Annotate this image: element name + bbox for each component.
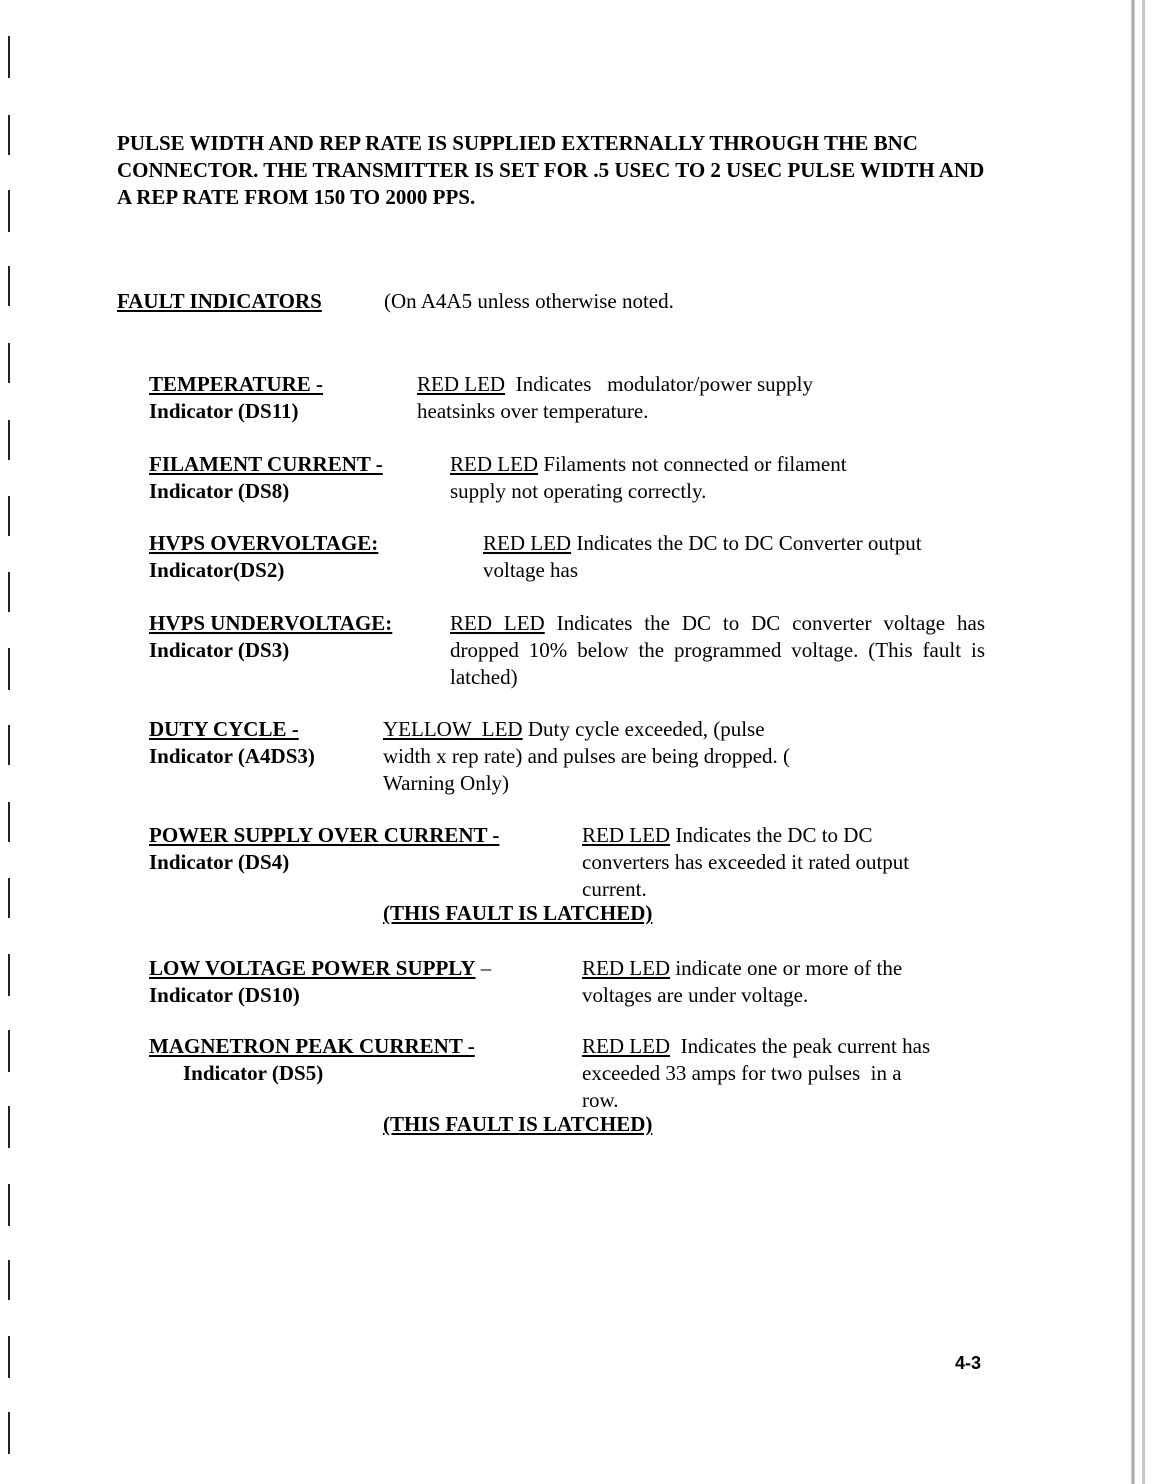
fault-text: Indicates modulator/power supply heatsinks over temperature. bbox=[417, 372, 819, 423]
fault-indicator: Indicator(DS2) bbox=[149, 558, 285, 582]
led-label: RED LED bbox=[483, 531, 572, 555]
fault-text: indicate one or more of the voltages are under voltage. bbox=[582, 956, 908, 1007]
fault-temperature-label bbox=[149, 371, 323, 425]
section-note: (On A4A5 unless otherwise noted. bbox=[384, 289, 674, 313]
binding-mark bbox=[8, 725, 16, 765]
fault-hvps-undervoltage-description bbox=[450, 610, 985, 691]
fault-indicator: Indicator (A4DS3) bbox=[149, 744, 315, 768]
fault-filament-current-label bbox=[149, 451, 383, 505]
binding-mark bbox=[8, 572, 16, 612]
fault-title: HVPS UNDERVOLTAGE: bbox=[149, 611, 393, 635]
binding-mark bbox=[8, 648, 16, 690]
binding-mark bbox=[8, 1412, 16, 1454]
latched-note: (THIS FAULT IS LATCHED) bbox=[383, 901, 653, 925]
led-label: RED LED bbox=[582, 956, 671, 980]
page-edge-shadow bbox=[1142, 0, 1145, 1484]
section-heading: FAULT INDICATORS bbox=[117, 289, 322, 313]
fault-indicator: Indicator (DS5) bbox=[183, 1061, 324, 1085]
binding-mark bbox=[8, 36, 16, 78]
binding-mark bbox=[8, 1336, 16, 1378]
led-label: YELLOW LED bbox=[383, 717, 523, 741]
fault-text: Indicates the DC to DC converters has exceeded it rated output current. bbox=[582, 823, 915, 901]
fault-hvps-overvoltage-description bbox=[483, 530, 963, 584]
fault-title: LOW VOLTAGE POWER SUPPLY bbox=[149, 956, 476, 980]
fault-title: DUTY CYCLE - bbox=[149, 717, 299, 741]
page-number: 4-3 bbox=[955, 1353, 982, 1373]
led-label: RED LED bbox=[417, 372, 506, 396]
fault-hvps-undervoltage-label bbox=[149, 610, 392, 664]
binding-mark bbox=[8, 190, 16, 232]
fault-text: Filaments not connected or filament supply not operating correctly. bbox=[450, 452, 852, 503]
fault-duty-cycle-label bbox=[149, 716, 315, 770]
fault-duty-cycle-description bbox=[383, 716, 803, 797]
fault-title: FILAMENT CURRENT - bbox=[149, 452, 383, 476]
fault-indicator: Indicator (DS11) bbox=[149, 399, 299, 423]
fault-text: Indicates the DC to DC converter voltage has dropped 10% below the programmed voltage. (This fault is latched) bbox=[450, 611, 986, 689]
binding-mark bbox=[8, 1184, 16, 1226]
binding-mark bbox=[8, 1260, 16, 1300]
fault-title: MAGNETRON PEAK CURRENT - bbox=[149, 1034, 475, 1058]
fault-indicator: Indicator (DS8) bbox=[149, 479, 290, 503]
binding-mark bbox=[8, 343, 16, 383]
fault-temperature-description bbox=[417, 371, 857, 425]
binding-mark bbox=[8, 420, 16, 460]
binding-mark bbox=[8, 266, 16, 306]
fault-low-voltage-power-supply-description bbox=[582, 955, 912, 1009]
binding-mark bbox=[8, 954, 16, 996]
fault-text: Indicates the peak current has exceeded 33 amps for two pulses in a row. bbox=[582, 1034, 936, 1112]
fault-indicator: Indicator (DS3) bbox=[149, 638, 290, 662]
fault-power-supply-over-current-label bbox=[149, 822, 499, 876]
fault-magnetron-peak-current-description bbox=[582, 1033, 936, 1114]
fault-power-supply-over-current-description bbox=[582, 822, 957, 903]
fault-indicator: Indicator (DS10) bbox=[149, 983, 300, 1007]
led-label: RED LED bbox=[582, 823, 671, 847]
fault-filament-current-description bbox=[450, 451, 850, 505]
fault-text: Indicates the DC to DC Converter output voltage has bbox=[483, 531, 927, 582]
binding-mark bbox=[8, 115, 16, 155]
binding-mark bbox=[8, 878, 16, 918]
fault-title-suffix: – bbox=[475, 956, 492, 980]
binding-mark bbox=[8, 496, 16, 536]
fault-title: POWER SUPPLY OVER CURRENT - bbox=[149, 823, 500, 847]
binding-mark bbox=[8, 1030, 16, 1072]
intro-paragraph: PULSE WIDTH AND REP RATE IS SUPPLIED EXTERNALLY THROUGH THE BNC CONNECTOR. THE TRANSMITTER IS SET FOR .5 USEC TO 2 USEC PULSE WIDTH AND A REP RATE FROM 150 TO 2000 PPS. bbox=[117, 131, 985, 209]
fault-text: Duty cycle exceeded, (pulse width x rep rate) and pulses are being dropped. ( Warning Only) bbox=[383, 717, 795, 795]
led-label: RED LED bbox=[450, 611, 545, 635]
fault-title: TEMPERATURE - bbox=[149, 372, 324, 396]
binding-mark bbox=[8, 802, 16, 842]
led-label: RED LED bbox=[450, 452, 539, 476]
binding-mark bbox=[8, 1106, 16, 1148]
fault-magnetron-peak-current-label bbox=[149, 1033, 475, 1087]
latched-note: (THIS FAULT IS LATCHED) bbox=[383, 1112, 653, 1136]
fault-indicator: Indicator (DS4) bbox=[149, 850, 290, 874]
fault-title: HVPS OVERVOLTAGE: bbox=[149, 531, 379, 555]
fault-hvps-overvoltage-label bbox=[149, 530, 378, 584]
page-edge-shadow bbox=[1131, 0, 1135, 1484]
led-label: RED LED bbox=[582, 1034, 671, 1058]
fault-low-voltage-power-supply-label bbox=[149, 955, 491, 1009]
